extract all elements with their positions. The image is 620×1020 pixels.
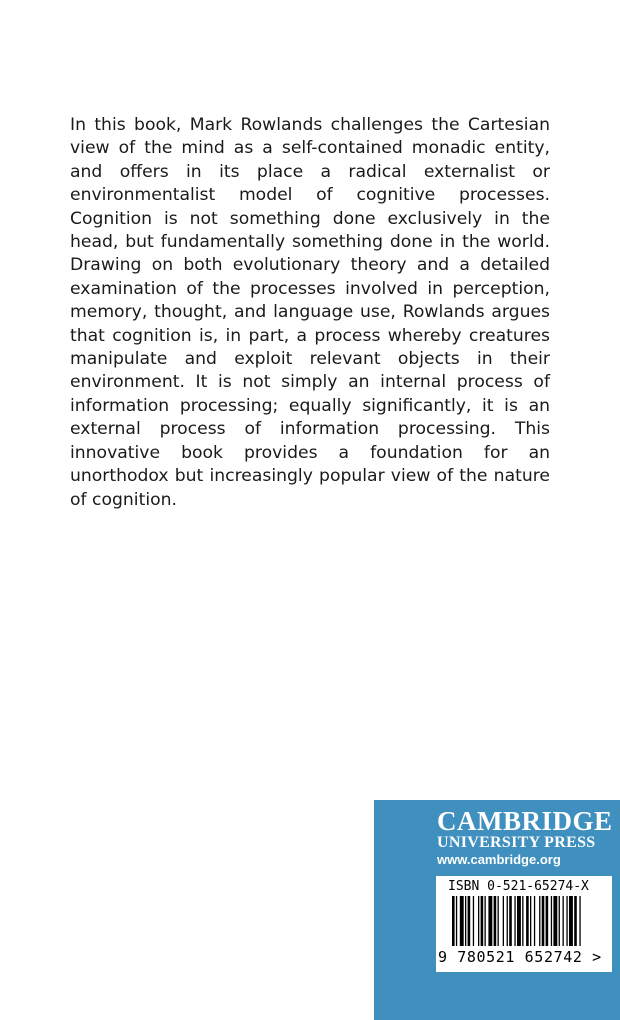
barcode-bar bbox=[481, 896, 484, 946]
barcode-bar bbox=[551, 896, 552, 946]
barcode-bar bbox=[563, 896, 564, 946]
barcode-bar bbox=[514, 896, 515, 946]
barcode-bar bbox=[507, 896, 508, 946]
barcode-bar bbox=[530, 896, 531, 946]
publisher-name: CAMBRIDGE bbox=[437, 806, 613, 836]
barcode-bar bbox=[526, 896, 529, 946]
barcode-bar bbox=[534, 896, 535, 946]
barcode-icon bbox=[436, 896, 612, 948]
barcode-bar bbox=[509, 896, 512, 946]
barcode-bar bbox=[574, 896, 577, 946]
barcode-bar bbox=[539, 896, 540, 946]
barcode-bar bbox=[488, 896, 492, 946]
barcode-bar bbox=[579, 896, 580, 946]
barcode-bar bbox=[452, 896, 455, 946]
barcode-box bbox=[436, 876, 612, 972]
barcode-bar bbox=[566, 896, 567, 946]
publisher-subname: UNIVERSITY PRESS bbox=[437, 834, 596, 851]
barcode-bar bbox=[569, 896, 573, 946]
barcode-bar bbox=[542, 896, 545, 946]
barcode-bar bbox=[522, 896, 523, 946]
barcode-bar bbox=[517, 896, 521, 946]
barcode-bar bbox=[494, 896, 497, 946]
barcode-bar bbox=[559, 896, 560, 946]
barcode-bar bbox=[553, 896, 557, 946]
barcode-bar bbox=[503, 896, 504, 946]
barcode-bar bbox=[460, 896, 464, 946]
barcode-digits: 9 780521 652742 > bbox=[438, 948, 602, 966]
barcode-bar bbox=[478, 896, 479, 946]
back-cover-blurb: In this book, Mark Rowlands challenges the Cartesian view of the mind as a self-contained monadic entity, and offers in its place a radical externalist or environmentalist model of cognitive processes. Cognition is not something done exclusively in the head, but fundamentally something done in the world. Drawing on both evolutionary theory and a detailed examination of the processes involved in perception, memory, thought, and language use, Rowlands argues that cognition is, in part, a process whereby creatures manipulate and exploit relevant objects in their environment. It is not simply an internal process of information processing; equally significantly, it is an external process of information processing. This innovative book provides a foundation for an unorthodox but increasingly popular view of the nature of cognition. bbox=[70, 115, 550, 510]
publisher-url[interactable]: www.cambridge.org bbox=[437, 852, 561, 867]
barcode-bar bbox=[465, 896, 466, 946]
barcode-bar bbox=[485, 896, 486, 946]
barcode-bar bbox=[546, 896, 549, 946]
isbn-label: ISBN 0-521-65274-X bbox=[448, 879, 589, 894]
barcode-bar bbox=[468, 896, 471, 946]
barcode-bar bbox=[498, 896, 499, 946]
barcode-bar bbox=[473, 896, 474, 946]
barcode-bar bbox=[456, 896, 457, 946]
